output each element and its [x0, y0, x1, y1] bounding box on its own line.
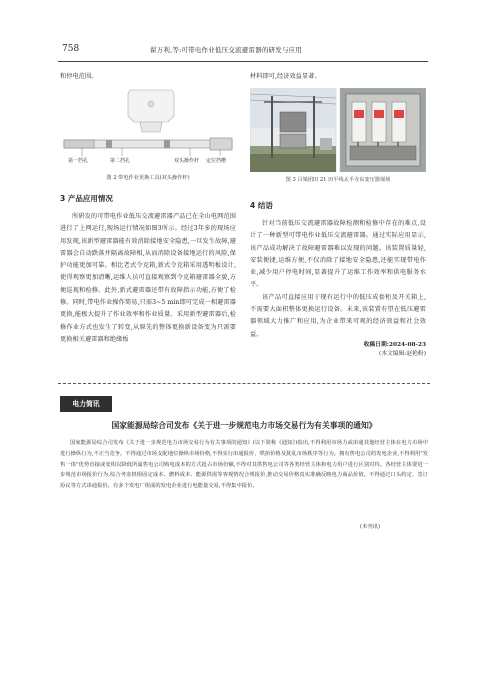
figure-2-caption: 图 2 带电作业更换工具(双头操作杆)	[106, 175, 190, 181]
section-3-heading: 3 产品应用情况	[60, 194, 113, 203]
page-number: 758	[62, 44, 80, 54]
fig2-label-hole2: 第二挡孔	[110, 158, 131, 164]
news-tag: 电力简讯	[60, 396, 112, 412]
news-source: (本刊讯)	[360, 524, 381, 530]
news-divider	[58, 383, 430, 384]
section-4-paragraph-2: 该产品可直接应用于现有运行中的低压成套柜及开关箱上,不需要大面积整体更换运行设备。未来,该装置有望在低压避雷器领域大力推广和应用,为企业带来可观的经济效益和社会效益。	[250, 293, 426, 338]
editor-note: (本文编辑:赵艳粉)	[378, 351, 426, 358]
fig2-label-slot: 定位挡槽	[206, 158, 227, 164]
fig2-label-hole1: 第一挡孔	[68, 158, 89, 164]
news-body-block	[60, 438, 428, 492]
fig2-label-rod: 双头操作杆	[174, 158, 200, 164]
received-date: 收稿日期:2024-08-23	[363, 341, 426, 348]
figure-2	[60, 88, 236, 170]
right-intro-line: 材料即可,经济效益显著。	[250, 73, 321, 80]
news-body: 国家能源局综合司发布《关于进一步规范电力市场交易行为有关事项的通知》(以下简称《通知》)指出,不得利用市场力或串通其他经营主体在电力市场中进行操纵行为,不正当竞争。不得通过市场支配地位操纵市场价格,不得实行串通报价、哄抬价格及扰乱市场秩序等行为。拥有售电公司的发电企业,不得利用"发售一体"优势直接或变相以降低所属售电公司购电成本的方式抢占市场份额,不得对其供售电公司等各类经营主体和电力用户进行区别对待。各经营主体要进一步规范市场报价行为,综合考虑机组固定成本、燃料成本、能源供需等客观情况合规报价,推动交易价格真实准确反映电力商品价值。不得通过口头约定、签订协议等方式串通报价。有多个发电厂组成的发电企业进行电能量交易,不得集中报价。	[60, 440, 428, 490]
running-title: 翟万利,等:可带电作业低压交流避雷器的研发与应用	[150, 46, 303, 54]
figure-3	[250, 88, 426, 172]
site-photos	[250, 88, 426, 172]
figure-3-caption: 图 3 吕梁团田 21 田平线太平寺东变压器现场	[285, 177, 391, 183]
left-intro-line: 和停电范围。	[60, 73, 98, 80]
news-title: 国家能源局综合司发布《关于进一步规范电力市场交易行为有关事项的通知》	[111, 421, 377, 430]
section-3-text: 所研发的可带电作业低压交流避雷器产品已在全山电网范围进行了上网运行,现场运行情况如图3所示。经过3年多的现场应用发现,该新型避雷器能有效消除接地安全隐患,一旦发生故障,避雷器会自动跌落并隔离故障相,从而消除设备接地运行的风险,保护功能更加可靠。相比老式令克箱,新式令克箱采用透明板设计,使得观察更加清晰,运维人员可直接观察到令克箱避雷器全貌,方便巡视和检修。此外,新式避雷器还带有故障指示功能,方便了检修。同时,带电作业操作简易,只需3~5 min即可完成一相避雷器更换,能极大提升了作业效率和作业质量。采用新型避雷器后,检修作业方式也发生了转变,从原先的整体更换新设备变为只需要更换相关避雷器和绝缘板	[60, 213, 236, 343]
section-4-paragraph-1: 针对当前低压交流避雷器故障检测和检修中存在的难点,设计了一种新型可带电作业低压交流避雷器。通过实际应用显示,该产品成功解决了故障避雷器难以发现的问题。该装置质量轻,安装便捷,运维方便,不仅消除了接地安全隐患,还能实现带电作业,减少用户停电时间,显著提升了运维工作效率和供电服务水平。	[250, 220, 426, 289]
header-rule	[58, 61, 428, 62]
section-4-heading: 4 结语	[250, 201, 273, 210]
